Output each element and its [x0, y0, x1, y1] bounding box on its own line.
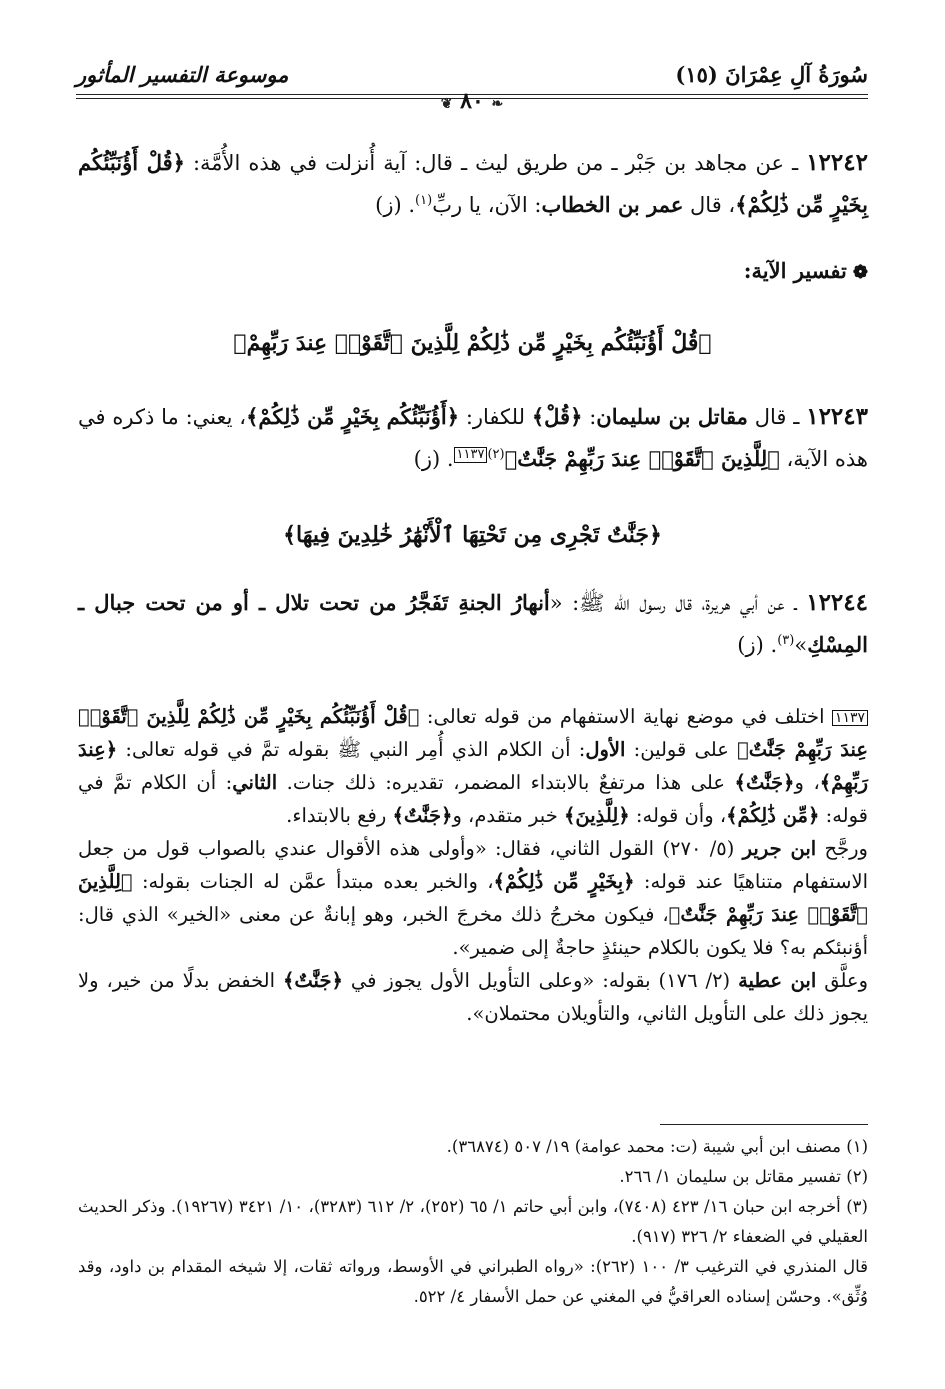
quran-quote: ﴿قُلْ أَؤُنَبِّئُكُم بِخَيْرٍ مِّن ذَٰلِكُمْ﴾ [78, 150, 868, 217]
page-number [410, 88, 534, 114]
narration-source-mark: . (ز) [375, 193, 416, 217]
footnote-ref: (١) [415, 193, 433, 208]
verse-fragment-2: ﴿جَنَّٰتٌ تَجْرِى مِن تَحْتِهَا ٱلْأَنْهَٰرُ خَٰلِدِينَ فِيهَا﴾ [283, 522, 662, 548]
commentary-text: ، والخبر بعده مبتدأ عمَّن له الجنات بقوله: [132, 870, 494, 893]
commentary-text: (٥/ ٢٧٠) القول الثاني، فقال: «وأولى هذه الأقوال عندي بالصواب قول من جعل الاستفهام متناهيًا عند قوله: [78, 837, 869, 893]
commentary-text: خبر متقدم، و [452, 804, 564, 827]
commentary-ref-box: ١١٣٧ [454, 447, 488, 463]
commentary-1137 [78, 700, 868, 1030]
quran-quote: ﴿جَنَّٰتٌ﴾ [282, 969, 343, 992]
flower-icon: ❁ [852, 262, 868, 283]
footnote-ref: (٣) [777, 633, 795, 648]
footnote-3-continued: قال المنذري في الترغيب ٣/ ١٠٠ (٢٦٢): «رواه الطبراني في الأوسط، ورواته ثقات، إلا شيخه المقدام بن داود، وقد وُثِّق». وحسّن إسناده العراقيُّ في المغني عن حمل الأسفار ٤/ ٥٢٢. [78, 1257, 868, 1306]
narration-source-mark: . (ز) [413, 447, 454, 471]
narration-text: : الآن، يا ربِّ [432, 193, 542, 217]
commentary-text: ، و [794, 771, 820, 794]
quran-quote: ﴿قُلْ﴾ [531, 404, 583, 429]
narrator-name: مقاتل بن سليمان [596, 404, 748, 429]
narration-12244 [78, 582, 868, 666]
opinion-label: الثاني [232, 771, 278, 794]
quran-quote: ﴿بِخَيْرٍ مِّن ذَٰلِكُمْ﴾ [493, 870, 635, 893]
narration-text: » [794, 633, 808, 657]
commentary-text: على قولين: [625, 738, 738, 761]
narration-12243 [78, 396, 868, 480]
narrator-name: عمر بن الخطاب [541, 192, 684, 217]
quran-quote: ﴿لِلَّذِينَ ٱتَّقَوْا۟ عِندَ رَبِّهِمْ جَنَّٰتٌ﴾ [504, 446, 780, 471]
footnote-2: (٢) تفسير مقاتل بن سليمان ١/ ٢٦٦. [619, 1167, 868, 1186]
narration-source-mark: . (ز) [737, 633, 778, 657]
narration-text: ، يعني: ما ذكره في هذه الآية، [78, 405, 868, 471]
footnote-3: (٣) أخرجه ابن حبان ١٦/ ٤٢٣ (٧٤٠٨)، وابن أبي حاتم ١/ ٦٥ (٢٥٢)، ٢/ ٦١٢ (٣٢٨٣)، ١٠/ ٣٤٢١ (١٩٢٦٧). وذكر الحديث العقيلي في الضعفاء ٢/ ٣٢٦ (٩١٧). [78, 1197, 868, 1246]
footnote-separator [660, 1124, 868, 1125]
scholar-name: ابن جرير [742, 837, 817, 860]
narration-text: للكفار: [459, 405, 532, 429]
quran-quote: ﴿جَنَّٰتٌ﴾ [392, 804, 453, 827]
quran-quote: ﴿لِلَّذِينَ﴾ [563, 804, 630, 827]
quran-quote: ﴿عِندَ رَبِّهِمْ﴾ [78, 738, 868, 794]
commentary-text: : أن الكلام الذي أُمِر النبي ﷺ بقوله تمَّ في قوله تعالى: [117, 738, 586, 761]
commentary-text: (٢/ ١٧٦) بقوله: «وعلى التأويل الأول يجوز في [342, 969, 739, 992]
commentary-text: على هذا مرتفعٌ بالابتداء المضمر، تقديره: ذلك جنات. [277, 771, 735, 794]
narration-text: ـ عن أبي هريرة، قال رسول الله ﷺ: « [549, 591, 807, 615]
commentary-number-box: ١١٣٧ [832, 710, 868, 726]
commentary-text: ، وأن قوله: [629, 804, 727, 827]
section-title: تفسير الآية: [743, 258, 847, 283]
footnote-ref: (٢) [487, 447, 505, 462]
scholar-name: ابن عطية [738, 969, 817, 992]
quran-quote: ﴿مِّن ذَٰلِكُمْ﴾ [726, 804, 820, 827]
narration-text: ـ قال [747, 405, 807, 429]
narration-number: ١٢٢٤٢ [806, 149, 868, 176]
page-number-text: ٨٠ [460, 88, 484, 114]
ornament-icon: ❦ [440, 96, 453, 112]
narration-text: ـ عن مجاهد بن جَبْر ـ من طريق ليث ـ قال: آية أُنزلت في هذه الأُمَّة: [184, 151, 807, 175]
quran-quote: ﴿لِلَّذِينَ ٱتَّقَوْا۟ عِندَ رَبِّهِمْ جَنَّٰتٌ﴾ [78, 870, 868, 926]
ornament-icon: ❧ [491, 96, 504, 112]
narration-text: : [582, 405, 597, 429]
opinion-label: الأول [585, 738, 626, 761]
narration-number: ١٢٢٤٤ [806, 589, 868, 616]
commentary-text: ورجَّح [816, 837, 868, 860]
quran-quote: ﴿أَؤُنَبِّئُكُم بِخَيْرٍ مِّن ذَٰلِكُمْ﴾ [246, 404, 459, 429]
footnotes [78, 1132, 868, 1312]
commentary-text: ، فيكون مخرجُ ذلك مخرجَ الخبر، وهو إبانةٌ عن معنى «الخير» الذي قال: أؤنبئكم به؟ فلا يكون بالكلام حينئذٍ حاجةٌ إلى ضمير». [78, 903, 868, 959]
narration-text: ، قال [683, 193, 736, 217]
commentary-text: رفع بالابتداء. [286, 804, 393, 827]
book-title: موسوعة التفسير المأثور [76, 62, 289, 87]
commentary-text: اختلف في موضع نهاية الاستفهام من قوله تعالى: [419, 705, 832, 728]
section-heading [78, 258, 868, 283]
narration-number: ١٢٢٤٣ [806, 403, 868, 430]
footnote-1: (١) مصنف ابن أبي شيبة (ت: محمد عوامة) ١٩/ ٥٠٧ (٣٦٨٧٤). [446, 1137, 868, 1156]
verse-fragment-1: ﴿قُلْ أَؤُنَبِّئُكُم بِخَيْرٍ مِّن ذَٰلِكُمْ لِلَّذِينَ ٱتَّقَوْا۟ عِندَ رَبِّهِمْ﴾ [233, 330, 712, 356]
quran-quote: ﴿جَنَّٰتٌ﴾ [734, 771, 795, 794]
commentary-text: : أن الكلام تمَّ في قوله: [78, 771, 868, 827]
commentary-text: وعلَّق [816, 969, 868, 992]
surah-title: سُورَةُ آلِ عِمْرَانَ (١٥) [675, 62, 868, 87]
quran-quote: ﴿قُلْ أَؤُنَبِّئُكُم بِخَيْرٍ مِّن ذَٰلِكُمْ لِلَّذِينَ ٱتَّقَوْا۟ عِندَ رَبِّهِمْ جَنَّٰتٌ﴾ [78, 705, 869, 761]
narration-12242 [78, 142, 868, 226]
hadith-text: أنهارُ الجنةِ تَفَجَّرُ من تحت تلال ـ أو من تحت جبال ـ المِسْكِ [78, 590, 868, 657]
commentary-text: الخفض بدلًا من خير، ولا يجوز ذلك على التأويل الثاني، والتأويلان محتملان». [78, 969, 868, 1025]
